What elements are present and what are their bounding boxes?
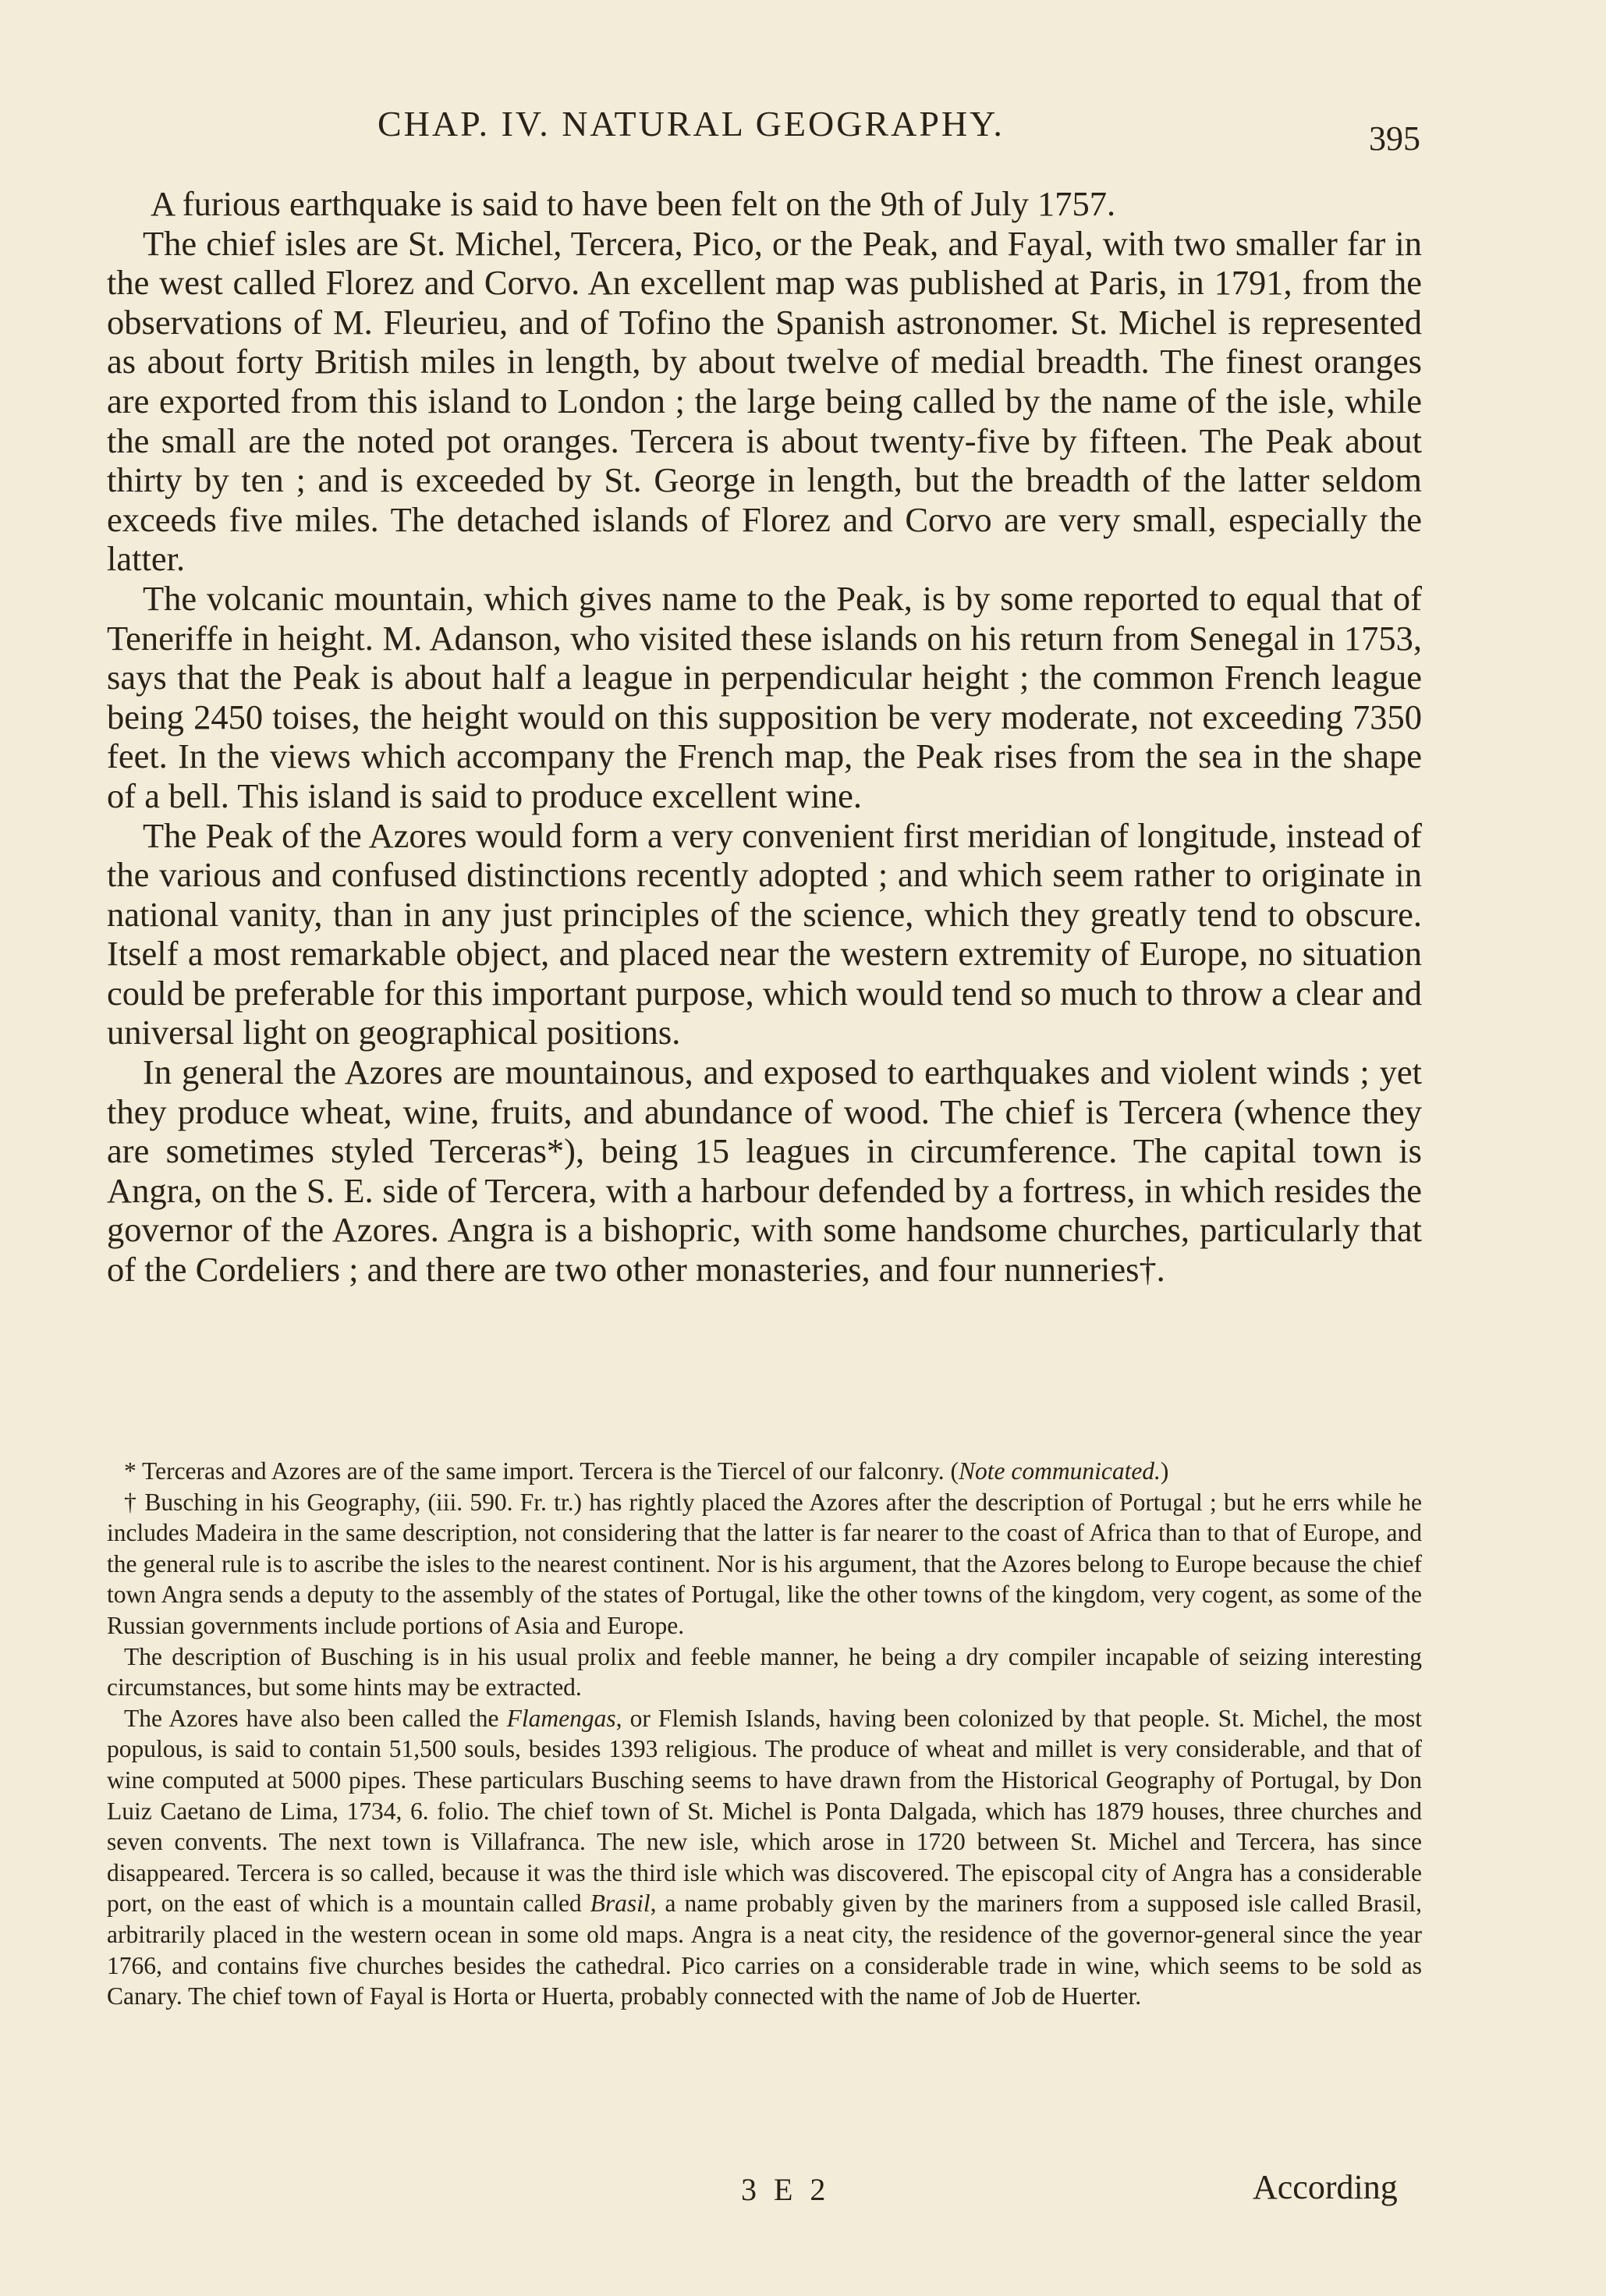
main-text: [107, 184, 1422, 1290]
footnote-text: The Azores have also been called the: [124, 1704, 507, 1732]
footnote-text: , a name probably given by the mariners from a supposed isle called Brasil, arbitrarily placed in the western ocean in some old maps. Angra is a neat city, the residence of the governor-general since the year 1766, and contains five churches besides the cathedral. Pico carries on a considerable trade in wine, which seems to be sold as Canary. The chief town of Fayal is Horta or Huerta, probably connected with the name of Job de Huerter.: [107, 1890, 1422, 2010]
paragraph: A furious earthquake is said to have been felt on the 9th of July 1757.: [151, 184, 1116, 223]
footnotes: [107, 1456, 1422, 2012]
footnote-star: [107, 1456, 1422, 1487]
paragraph: The volcanic mountain, which gives name to the Peak, is by some reported to equal that of Teneriffe in height. M. Adanson, who visited these islands on his return from Senegal in 1753, says that the Peak is about half a league in perpendicular height ; the common French league being 2450 toises, the height would on this supposition be very moderate, not exceeding 7350 feet. In the views which accompany the French map, the Peak rises from the sea in the shape of a bell. This island is said to produce excellent wine.: [107, 578, 1422, 815]
footnote-text: ): [1160, 1457, 1169, 1485]
footnote-italic: Flamengas: [506, 1704, 616, 1732]
footnote-italic: Note communicated.: [958, 1457, 1161, 1485]
footnote-italic: Brasil: [590, 1890, 651, 1918]
footnote-continuation: The description of Busching is in his usual prolix and feeble manner, he being a dry compiler incapable of seizing interesting circumstances, but some hints may be extracted.: [107, 1642, 1422, 1702]
signature-mark: 3 E 2: [741, 2172, 831, 2207]
paragraph: The Peak of the Azores would form a very convenient first meridian of longitude, instead of the various and confused distinctions recently adopted ; and which seem rather to originate in national vanity, than in any just principles of the science, which they greatly tend to obscure. Itself a most remarkable object, and placed near the western extremity of Europe, no situation could be preferable for this important purpose, which would tend so much to throw a clear and universal light on geographical positions.: [107, 815, 1422, 1052]
running-head: CHAP. IV. NATURAL GEOGRAPHY.: [378, 104, 1005, 144]
footnote-text: , or Flemish Islands, having been colonized by that people. St. Michel, the most populous, is said to contain 51,500 souls, besides 1393 religious. The produce of wheat and millet is very considerable, and that of wine computed at 5000 pipes. These particulars Busching seems to have drawn from the Historical Geography of Portugal, by Don Luiz Caetano de Lima, 1734, 6. folio. The chief town of St. Michel is Ponta Dalgada, which has 1879 houses, three churches and seven convents. The next town is Villafranca. The new isle, which arose in 1720 between St. Michel and Tercera, has since disappeared. Tercera is so called, because it was the third isle which was discovered. The episcopal city of Angra has a considerable port, on the east of which is a mountain called: [107, 1704, 1422, 1918]
footnote-text: * Terceras and Azores are of the same import. Tercera is the Tiercel of our falconry. (: [124, 1457, 959, 1485]
footnote-dagger: † Busching in his Geography, (iii. 590. Fr. tr.) has rightly placed the Azores after the description of Portugal ; but he errs while he includes Madeira in the same description, not considering that the latter is far nearer to the coast of Africa than to that of Europe, and the general rule is to ascribe the isles to the nearest continent. Nor is his argument, that the Azores belong to Europe because the chief town Angra sends a deputy to the assembly of the states of Portugal, like the other towns of the kingdom, very cogent, as some of the Russian governments include portions of Asia and Europe.: [107, 1488, 1422, 1639]
page-number: 395: [1369, 119, 1420, 158]
catchword: According: [1253, 2168, 1398, 2206]
paragraph: In general the Azores are mountainous, and exposed to earthquakes and violent winds ; yet they produce wheat, wine, fruits, and abundance of wood. The chief is Tercera (whence they are sometimes styled Terceras*), being 15 leagues in circumference. The capital town is Angra, on the S. E. side of Tercera, with a harbour defended by a fortress, in which resides the governor of the Azores. Angra is a bishopric, with some handsome churches, particularly that of the Cordeliers ; and there are two other monasteries, and four nunneries†.: [107, 1052, 1422, 1290]
paragraph: The chief isles are St. Michel, Tercera, Pico, or the Peak, and Fayal, with two smaller far in the west called Florez and Corvo. An excellent map was published at Paris, in 1791, from the observations of M. Fleurieu, and of Tofino the Spanish astronomer. St. Michel is represented as about forty British miles in length, by about twelve of medial breadth. The finest oranges are exported from this island to London ; the large being called by the name of the isle, while the small are the noted pot oranges. Tercera is about twenty-five by fifteen. The Peak about thirty by ten ; and is exceeded by St. George in length, but the breadth of the latter seldom exceeds five miles. The detached islands of Florez and Corvo are very small, especially the latter.: [107, 223, 1422, 579]
footnote-continuation: [107, 1703, 1422, 2012]
